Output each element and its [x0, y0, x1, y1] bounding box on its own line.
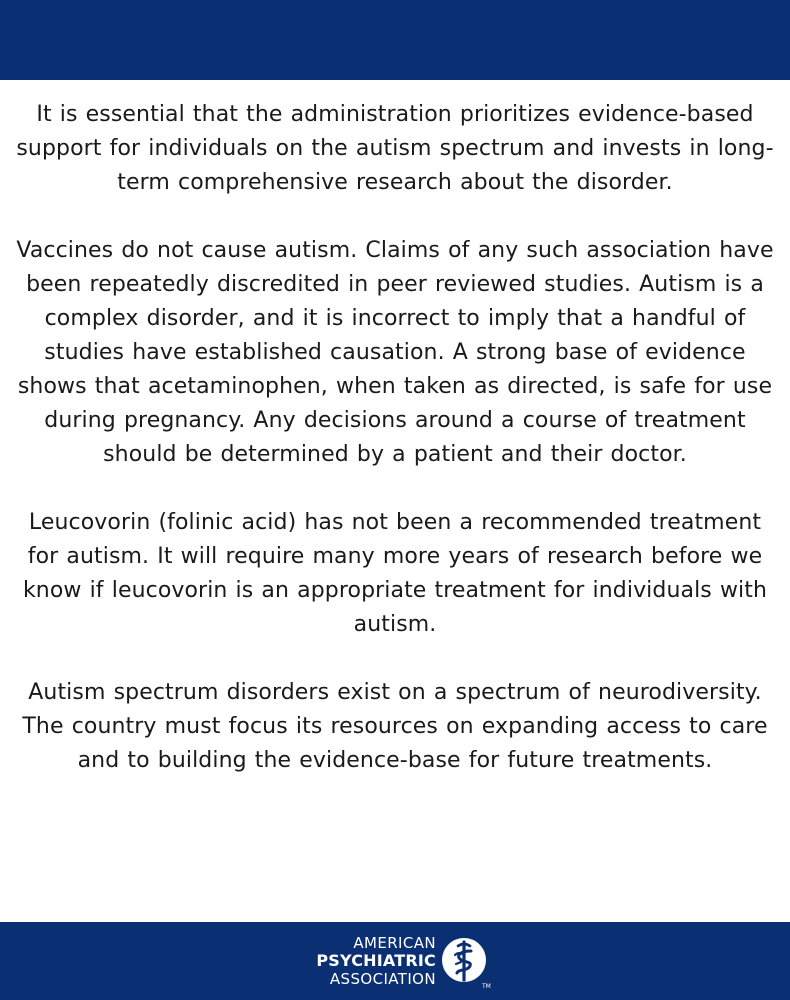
footer-band [0, 922, 790, 1000]
logo-wordmark [316, 934, 436, 988]
statement-body [0, 98, 790, 920]
logo-line-american: AMERICAN [353, 934, 436, 952]
statement-paragraph-3: Leucovorin (folinic acid) has not been a recommended treatment for autism. It will require many more years of research before we know if leucovorin is an appropriate treatment for individuals with autism. [22, 510, 768, 637]
logo-line-psychiatric: PSYCHIATRIC [316, 951, 436, 970]
statement-paragraph-4: Autism spectrum disorders exist on a spectrum of neurodiversity. The country must focus its resources on expanding access to care and to building the evidence-base for future treatments. [22, 680, 768, 773]
apa-emblem-icon [440, 934, 492, 990]
logo-line-association: ASSOCIATION [329, 970, 436, 988]
statement-paragraph-2: Vaccines do not cause autism. Claims of any such association have been repeatedly discredited in peer reviewed studies. Autism is a complex disorder, and it is incorrect to imply that a handful of studies have established causation. A strong base of evidence shows that acetaminophen, when taken as directed, is safe for use during pregnancy. Any decisions around a course of treatment should be determined by a patient and their doctor. [16, 238, 774, 467]
header-band [0, 0, 790, 80]
statement-paragraph-1: It is essential that the administration prioritizes evidence-based support for individuals on the autism spectrum and invests in long-term comprehensive research about the disorder. [16, 102, 774, 195]
apa-logo [300, 932, 500, 992]
trademark-mark: TM [482, 983, 491, 990]
